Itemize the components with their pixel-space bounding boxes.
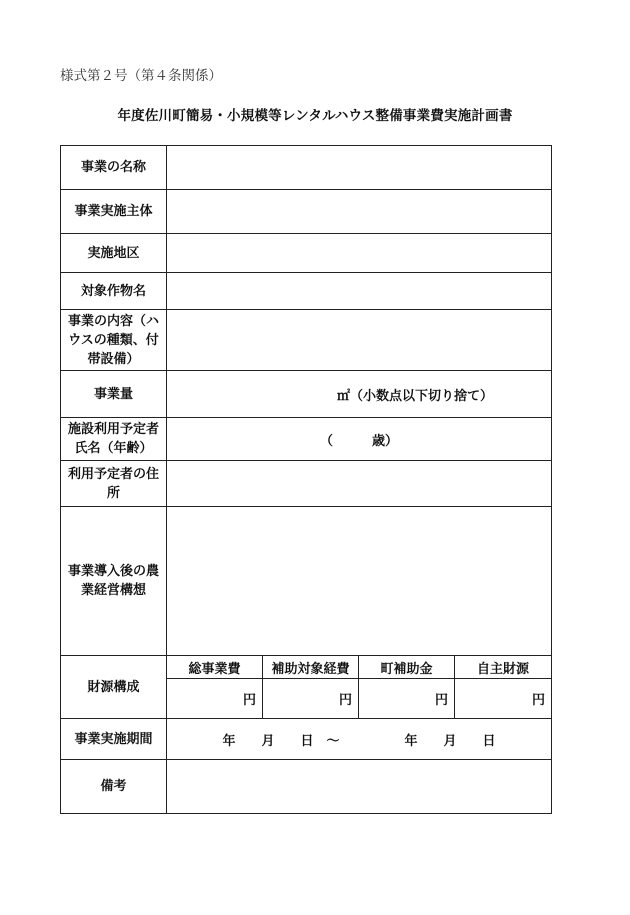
label-period: 事業実施期間 [61, 719, 167, 760]
field-town-subsidy[interactable]: 円 [359, 679, 455, 719]
label-management: 事業導入後の農業経営構想 [61, 507, 167, 656]
field-implementer[interactable] [167, 190, 552, 234]
table-row [61, 461, 552, 507]
funding-header-own: 自主財源 [455, 656, 552, 679]
table-row [61, 371, 552, 418]
table-row [61, 760, 552, 814]
label-crop: 対象作物名 [61, 273, 167, 310]
field-management[interactable] [167, 507, 552, 656]
plan-table [60, 145, 552, 814]
label-remarks: 備考 [61, 760, 167, 814]
table-row [61, 719, 552, 760]
table-row [61, 273, 552, 310]
table-row [61, 507, 552, 656]
funding-header-total: 総事業費 [167, 656, 263, 679]
label-quantity: 事業量 [61, 371, 167, 418]
label-implementer: 事業実施主体 [61, 190, 167, 234]
field-user-name[interactable]: （ 歳） [167, 418, 552, 461]
field-crop[interactable] [167, 273, 552, 310]
field-area[interactable] [167, 234, 552, 273]
form-number: 様式第２号（第４条関係） [60, 68, 222, 84]
label-content: 事業の内容（ハウスの種類、付帯設備） [61, 310, 167, 371]
field-total-cost[interactable]: 円 [167, 679, 263, 719]
label-project-name: 事業の名称 [61, 146, 167, 190]
field-eligible-cost[interactable]: 円 [263, 679, 359, 719]
table-row [61, 146, 552, 190]
label-area: 実施地区 [61, 234, 167, 273]
table-row [61, 418, 552, 461]
funding-header-subsidy: 町補助金 [359, 656, 455, 679]
table-row [61, 656, 552, 679]
table-row [61, 310, 552, 371]
field-remarks[interactable] [167, 760, 552, 814]
field-period[interactable]: 年 月 日 ～ 年 月 日 [167, 719, 552, 760]
label-user-address: 利用予定者の住所 [61, 461, 167, 507]
field-user-address[interactable] [167, 461, 552, 507]
funding-header-eligible: 補助対象経費 [263, 656, 359, 679]
field-quantity[interactable]: ㎡（小数点以下切り捨て） [167, 371, 552, 418]
field-project-name[interactable] [167, 146, 552, 190]
label-funding: 財源構成 [61, 656, 167, 719]
table-row [61, 234, 552, 273]
field-content[interactable] [167, 310, 552, 371]
table-row [61, 190, 552, 234]
document-title: 年度佐川町簡易・小規模等レンタルハウス整備事業費実施計画書 [117, 108, 513, 124]
field-own-funds[interactable]: 円 [455, 679, 552, 719]
label-user-name: 施設利用予定者氏名（年齢） [61, 418, 167, 461]
